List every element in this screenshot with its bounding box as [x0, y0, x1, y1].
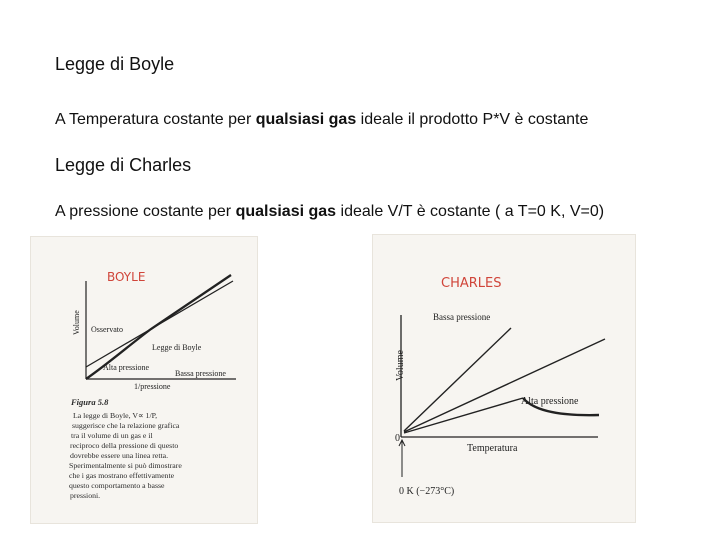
boyle-caption	[69, 411, 182, 500]
boyle-handwritten-title: BOYLE	[107, 270, 146, 284]
boyle-caption-line: che i gas mostrano effettivamente	[69, 471, 175, 480]
boyle-figure-svg	[31, 237, 257, 523]
charles-line-steep	[404, 328, 511, 431]
boyle-caption-line: pressioni.	[70, 491, 101, 500]
charles-heading: Legge di Charles	[55, 155, 192, 175]
boyle-label-low-pressure: Bassa pressione	[175, 369, 226, 378]
charles-line-middle	[404, 339, 605, 432]
charles-label-low-pressure: Bassa pressione	[433, 312, 491, 322]
charles-description	[55, 203, 604, 221]
boyle-caption-line: La legge di Boyle, V∝ 1/P,	[73, 411, 158, 420]
charles-text-bold: qualsiasi gas	[235, 203, 337, 220]
boyle-text-end: ideale il prodotto P*V è costante	[356, 111, 589, 128]
boyle-figure-number: Figura 5.8	[71, 397, 109, 407]
charles-zero-kelvin-label: 0 K (−273°C)	[399, 486, 455, 497]
boyle-x-label: 1/pressione	[134, 382, 171, 391]
charles-handwritten-title: CHARLES	[441, 276, 502, 291]
boyle-heading: Legge di Boyle	[55, 54, 175, 74]
boyle-label-high-pressure: Alta pressione	[103, 363, 149, 372]
charles-figure-image	[372, 234, 636, 523]
charles-origin-label: 0	[395, 433, 400, 444]
charles-text-start: A pressione costante per	[55, 203, 236, 220]
boyle-caption-line: suggerisce che la relazione grafica	[72, 421, 180, 430]
boyle-caption-line: Sperimentalmente si può dimostrare	[69, 461, 182, 470]
charles-text-end: ideale V/T è costante ( a T=0 K, V=0)	[336, 203, 605, 220]
boyle-caption-line: reciproco della pressione di questo	[70, 441, 179, 450]
boyle-description	[55, 111, 588, 129]
charles-label-high-pressure: Alta pressione	[521, 396, 579, 407]
boyle-caption-line: questo comportamento a basse	[69, 481, 165, 490]
boyle-caption-line: tra il volume di un gas e il	[71, 431, 153, 440]
charles-y-label: Volume	[395, 350, 406, 381]
boyle-text-start: A Temperatura costante per	[55, 111, 256, 128]
boyle-label-boyle-law: Legge di Boyle	[152, 343, 202, 352]
charles-figure-svg	[373, 235, 635, 522]
boyle-text-bold: qualsiasi gas	[255, 111, 357, 128]
charles-x-label: Temperatura	[467, 443, 518, 454]
boyle-figure-image	[30, 236, 258, 524]
boyle-y-label: Volume	[72, 310, 81, 335]
boyle-caption-line: dovrebbe essere una linea retta.	[70, 451, 169, 460]
boyle-label-observed: Osservato	[91, 325, 123, 334]
charles-line-high-pressure	[404, 398, 523, 433]
